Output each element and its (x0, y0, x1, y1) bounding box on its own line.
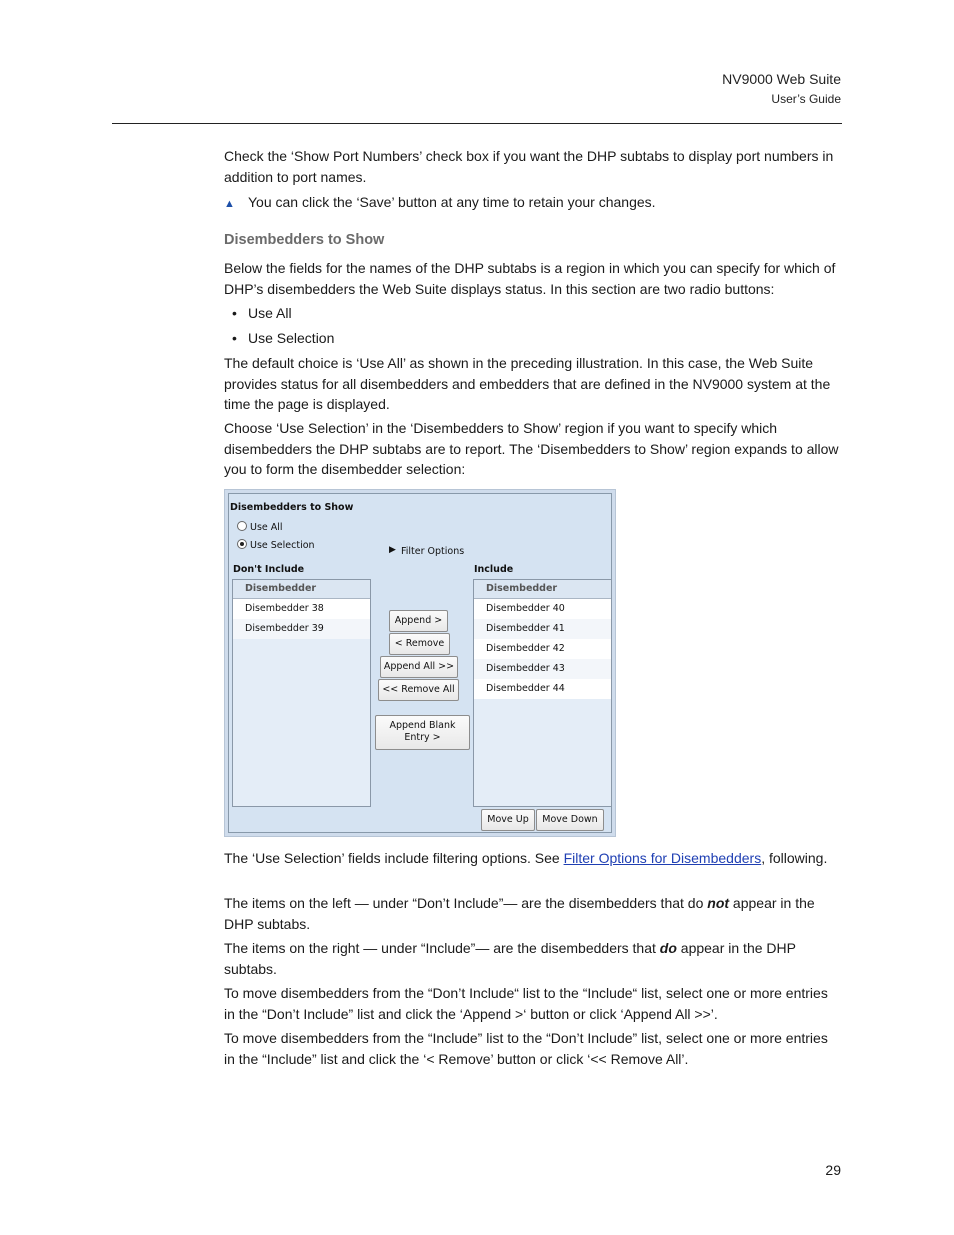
filter-options-toggle[interactable]: Filter Options (401, 546, 465, 557)
triangle-note-icon: ▲ (224, 198, 235, 210)
intro-paragraph: Check the ‘Show Port Numbers’ check box if you want the DHP subtabs to display port numbers in addition to port names. (224, 148, 834, 185)
header-subtitle: User’s Guide (771, 92, 841, 106)
remove-button[interactable]: < Remove (389, 633, 450, 655)
disembedders-screenshot (224, 489, 616, 837)
list-item[interactable]: Disembedder 40 (474, 599, 611, 619)
panel-title: Disembedders to Show (230, 502, 354, 513)
move-up-button[interactable]: Move Up (481, 809, 535, 831)
header-title: NV9000 Web Suite (722, 71, 841, 87)
section-paragraph-3: Choose ‘Use Selection’ in the ‘Disembedders to Show’ region if you want to specify which disembedders the DHP subtabs are to report. The ‘Disembedders to Show’ region expands to allow you to form the disembedder selection: (224, 420, 839, 477)
list-item[interactable]: Disembedder 41 (474, 619, 611, 639)
page-number: 29 (825, 1162, 841, 1178)
disembedders-panel (228, 493, 612, 833)
after-paragraph-3: The items on the right — under “Include”— are the disembedders that do appear in the DHP subtabs. (224, 940, 796, 977)
append-all-button[interactable]: Append All >> (380, 656, 458, 678)
bullet-item: • Use All (232, 305, 292, 321)
after-paragraph-2: The items on the left — under “Don’t Include”— are the disembedders that do not appear in the DHP subtabs. (224, 895, 815, 932)
filter-options-link[interactable]: Filter Options for Disembedders (563, 850, 762, 866)
section-heading: Disembedders to Show (224, 232, 385, 248)
filter-options-chevron-icon[interactable]: ▶ (389, 545, 396, 555)
use-selection-radio[interactable] (237, 539, 247, 549)
move-down-button[interactable]: Move Down (536, 809, 604, 831)
include-column-header[interactable]: Disembedder (474, 580, 611, 599)
save-note (224, 192, 656, 214)
append-button[interactable]: Append > (389, 610, 448, 632)
list-item[interactable]: Disembedder 38 (233, 599, 370, 619)
dont-include-label: Don't Include (233, 564, 305, 575)
append-blank-line-2: Entry > (404, 732, 441, 743)
append-blank-entry-button[interactable] (375, 715, 470, 750)
dont-include-list[interactable] (232, 579, 371, 807)
after-paragraph-1: The ‘Use Selection’ fields include filtering options. See Filter Options for Disembedders, following. (224, 850, 828, 866)
include-label: Include (474, 564, 514, 575)
list-item[interactable]: Disembedder 39 (233, 619, 370, 639)
remove-all-button[interactable]: << Remove All (378, 679, 459, 701)
use-all-radio[interactable] (237, 521, 247, 531)
dont-include-column-header[interactable]: Disembedder (233, 580, 370, 599)
list-item[interactable]: Disembedder 44 (474, 679, 611, 699)
use-all-label: Use All (250, 522, 283, 533)
append-blank-line-1: Append Blank (389, 720, 456, 731)
list-item[interactable]: Disembedder 43 (474, 659, 611, 679)
list-item[interactable]: Disembedder 42 (474, 639, 611, 659)
save-note-text: You can click the ‘Save’ button at any time to retain your changes. (248, 194, 656, 210)
bullet-item: • Use Selection (232, 330, 335, 346)
section-paragraph-2: The default choice is ‘Use All’ as shown in the preceding illustration. In this case, the Web Suite provides status for all disembedders and embedders that are defined in the NV9000 system at the time the page is displayed. (224, 355, 831, 412)
include-list[interactable] (473, 579, 612, 807)
section-paragraph-1: Below the fields for the names of the DHP subtabs is a region in which you can specify for which of DHP’s disembedders the Web Suite displays status. In this section are two radio buttons: (224, 260, 836, 297)
after-paragraph-5: To move disembedders from the “Include” list to the “Don’t Include” list, select one or more entries in the “Include” list and click the ‘< Remove’ button or click ‘<< Remove All’. (224, 1030, 828, 1067)
after-paragraph-4: To move disembedders from the “Don’t Include“ list to the “Include“ list, select one or more entries in the “Don’t Include” list and click the ‘Append >‘ button or click ‘Append All >>’. (224, 985, 828, 1022)
header-rule (112, 123, 842, 124)
use-selection-label: Use Selection (250, 540, 315, 551)
